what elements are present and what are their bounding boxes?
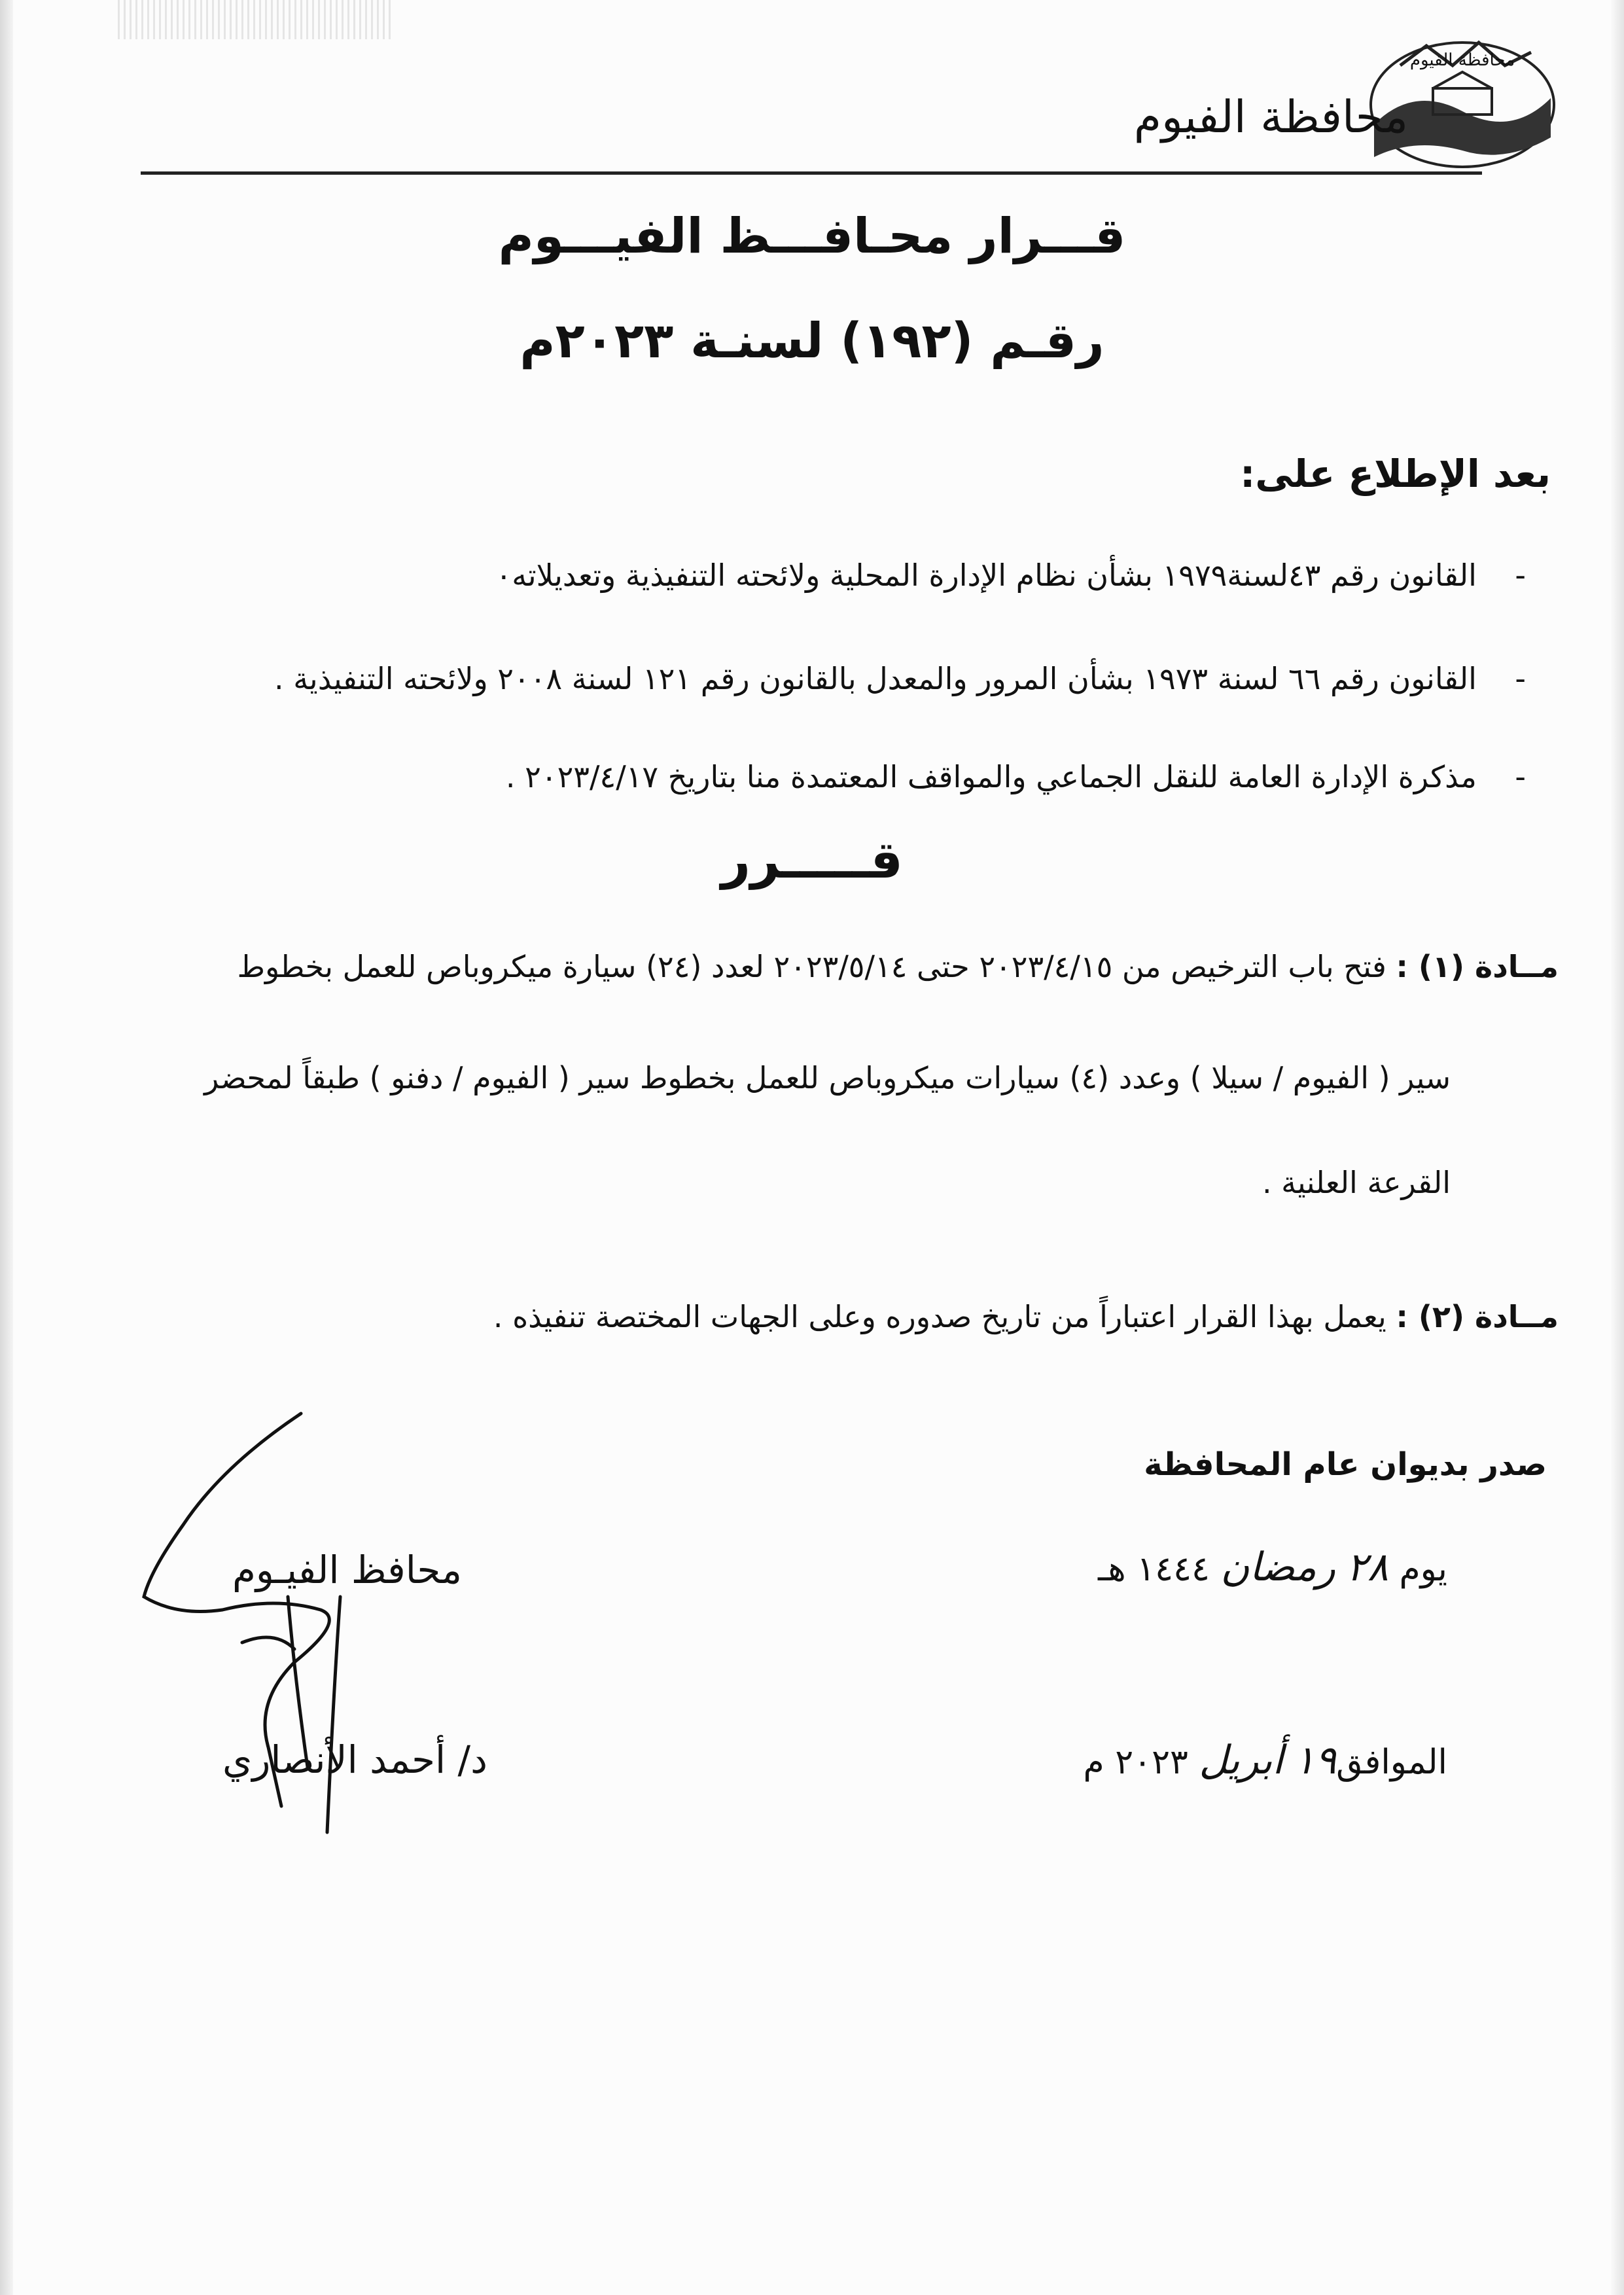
article-1-line: سير ( الفيوم / سيلا ) وعدد (٤) سيارات ميكروباص للعمل بخطوط سير ( الفيوم / دفنو ) طبقاً لمحضر [204, 1060, 1451, 1095]
handwritten-day: ٢٨ [1346, 1544, 1388, 1590]
scan-noise [118, 0, 393, 39]
governor-name: د/ أحمد الأنصاري [222, 1737, 487, 1782]
decree-title: قـــرار محـافـــظ الفيـــوم [498, 208, 1126, 264]
governor-signature [124, 1400, 451, 1859]
handwritten-month: أبريل [1199, 1737, 1284, 1783]
article-2-line: يعمل بهذا القرار اعتباراً من تاريخ صدوره وعلى الجهات المختصة تنفيذه . [493, 1299, 1386, 1334]
article-1-line: القرعة العلنية . [1262, 1165, 1451, 1200]
article-2 [493, 1299, 1559, 1334]
emblem-text: محافظة الفيوم [1409, 50, 1515, 70]
governor-title: محافظ الفيـوم [232, 1548, 462, 1592]
header-rule [141, 171, 1482, 175]
recital-item: - مذكرة الإدارة العامة للنقل الجماعي والمواقف المعتمدة منا بتاريخ ٢٠٢٣/٤/١٧ . [505, 759, 1526, 794]
handwritten-day: ١٩ [1294, 1737, 1337, 1783]
decided-heading: قـــــرر [721, 831, 903, 890]
article-1 [237, 949, 1559, 984]
gregorian-date: الموافق١٩ أبريل ٢٠٢٣ م [1083, 1737, 1447, 1783]
governorate-header: محافظة الفيوم [1133, 92, 1408, 143]
article-1-label: مــادة (١) : [1396, 949, 1559, 984]
decree-number: رقـم (١٩٢) لسنـة ٢٠٢٣م [520, 313, 1104, 369]
recitals-intro: بعد الإطلاع على: [1240, 452, 1551, 496]
recital-item: - القانون رقم ٦٦ لسنة ١٩٧٣ بشأن المرور والمعدل بالقانون رقم ١٢١ لسنة ٢٠٠٨ ولائحته التنفيذية . [274, 661, 1526, 696]
issued-at: صدر بديوان عام المحافظة [1144, 1446, 1547, 1483]
hijri-date: يوم ٢٨ رمضان ١٤٤٤ هـ [1098, 1544, 1447, 1590]
recital-item: - القانون رقم ٤٣لسنة١٩٧٩ بشأن نظام الإدارة المحلية ولائحته التنفيذية وتعديلاته٠ [495, 558, 1526, 593]
article-1-line: فتح باب الترخيص من ٢٠٢٣/٤/١٥ حتى ٢٠٢٣/٥/١٤ لعدد (٢٤) سيارة ميكروباص للعمل بخطوط [237, 949, 1386, 984]
article-2-label: مــادة (٢) : [1396, 1299, 1559, 1334]
handwritten-month: رمضان [1220, 1544, 1335, 1590]
